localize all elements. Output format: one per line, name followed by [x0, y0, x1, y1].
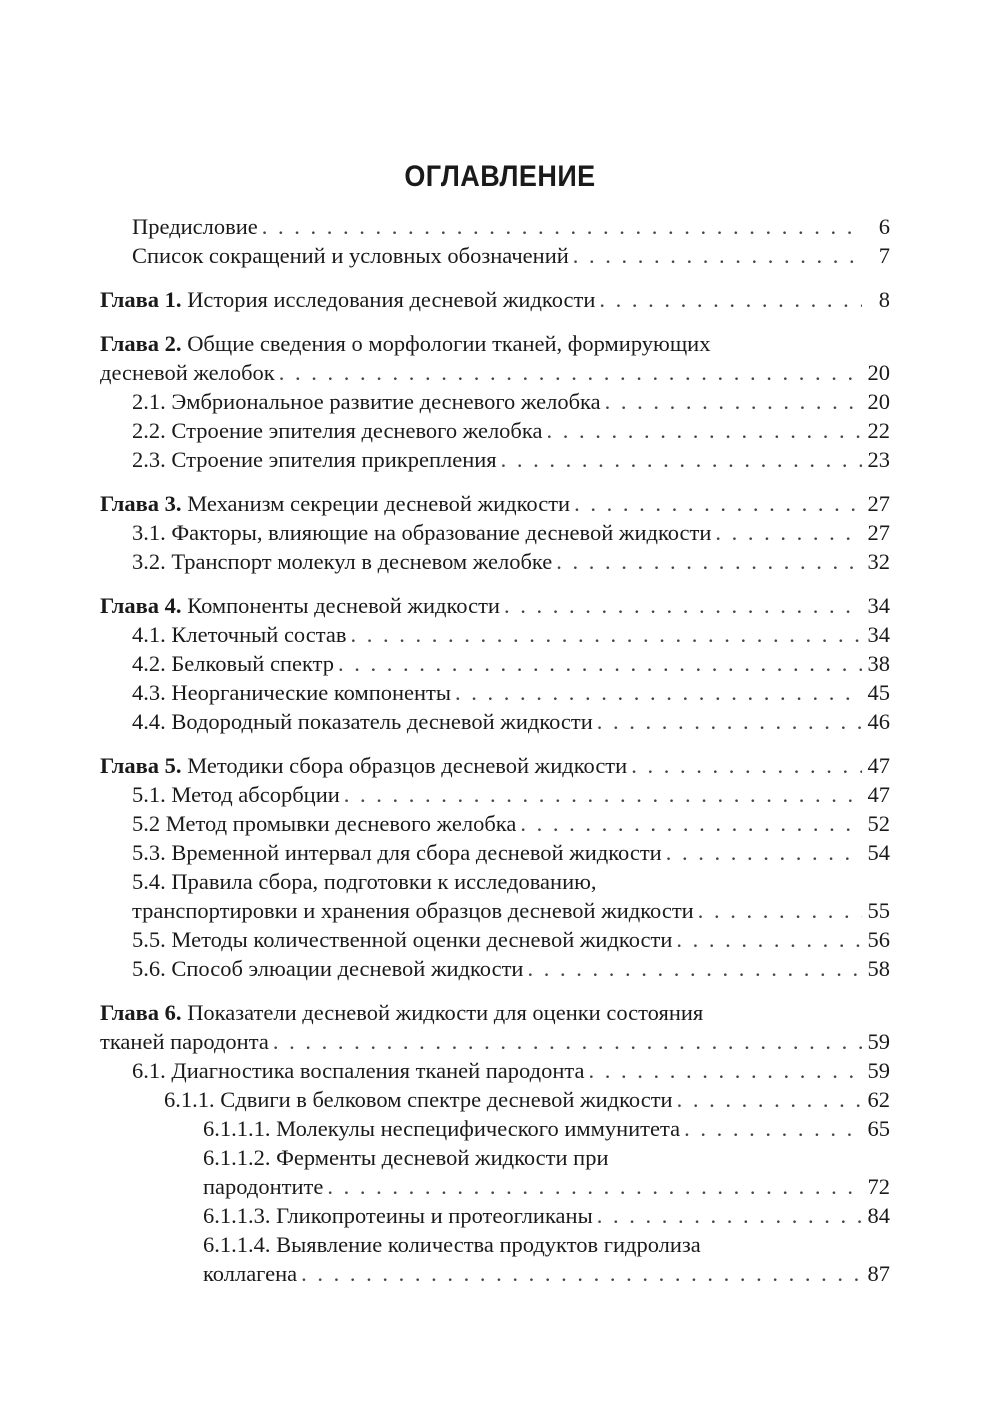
leader-dots — [546, 416, 862, 445]
toc-page-number: 22 — [867, 418, 890, 443]
toc-entry-text: 6.1.1.2. Ферменты десневой жидкости при — [203, 1145, 609, 1170]
toc-section-4-4[interactable] — [100, 707, 890, 736]
leader-dots — [273, 1027, 862, 1056]
toc-page-number: 20 — [867, 389, 890, 414]
toc-section-6-1-1[interactable] — [100, 1085, 890, 1114]
toc-section-5-4-continuation[interactable] — [100, 896, 890, 925]
leader-dots — [631, 751, 862, 780]
toc-entry-text: Механизм секреции десневой жидкости — [187, 491, 571, 516]
toc-page-number: 32 — [867, 549, 890, 574]
toc-page-number: 65 — [867, 1116, 890, 1141]
toc-page-number: 34 — [867, 622, 890, 647]
toc-page-number: 7 — [878, 243, 890, 268]
toc-section-6-1-1-1[interactable] — [100, 1114, 890, 1143]
toc-section-2-1[interactable] — [100, 387, 890, 416]
toc-section-4-1[interactable] — [100, 620, 890, 649]
toc-page-number: 46 — [867, 709, 890, 734]
chapter-label: Глава 1. — [100, 287, 182, 312]
leader-dots — [698, 896, 862, 925]
toc-entry-text: Список сокращений и условных обозначений — [132, 243, 569, 268]
toc-entry-text: История исследования десневой жидкости — [187, 287, 596, 312]
toc-page-number: 59 — [867, 1058, 890, 1083]
chapter-label: Глава 6. — [100, 1000, 182, 1025]
leader-dots — [501, 445, 862, 474]
leader-dots — [573, 241, 862, 270]
toc-entry-text: Общие сведения о морфологии тканей, формирующих — [187, 331, 711, 356]
toc-entry-text: Компоненты десневой жидкости — [187, 593, 500, 618]
table-of-contents — [100, 212, 890, 1288]
toc-entry-text: 2.2. Строение эпителия десневого желобка — [132, 418, 543, 443]
toc-section-5-1[interactable] — [100, 780, 890, 809]
toc-section-5-4[interactable] — [100, 867, 890, 896]
leader-dots — [599, 285, 862, 314]
toc-page-number: 27 — [867, 520, 890, 545]
toc-entry-abbreviations[interactable] — [100, 241, 890, 270]
toc-entry-text: 5.4. Правила сбора, подготовки к исследованию, — [132, 869, 597, 894]
toc-page-number: 45 — [867, 680, 890, 705]
toc-section-4-3[interactable] — [100, 678, 890, 707]
toc-entry-text: 5.1. Метод абсорбции — [132, 782, 340, 807]
toc-entry-text: 5.5. Методы количественной оценки десневой жидкости — [132, 927, 673, 952]
leader-dots — [455, 678, 862, 707]
toc-section-6-1-1-3[interactable] — [100, 1201, 890, 1230]
toc-chapter-3[interactable] — [100, 489, 890, 518]
leader-dots — [666, 838, 862, 867]
toc-entry-text: 6.1.1.1. Молекулы неспецифического иммунитета — [203, 1116, 681, 1141]
toc-entry-text: 4.4. Водородный показатель десневой жидкости — [132, 709, 593, 734]
leader-dots — [597, 707, 862, 736]
toc-section-3-1[interactable] — [100, 518, 890, 547]
leader-dots — [676, 925, 862, 954]
toc-section-2-2[interactable] — [100, 416, 890, 445]
toc-section-6-1[interactable] — [100, 1056, 890, 1085]
chapter-label: Глава 4. — [100, 593, 182, 618]
leader-dots — [327, 1172, 862, 1201]
leader-dots — [574, 489, 862, 518]
toc-entry-text: коллагена — [203, 1261, 298, 1286]
page-title: ОГЛАВЛЕНИЕ — [404, 160, 596, 193]
toc-entry-text: 5.6. Способ элюации десневой жидкости — [132, 956, 524, 981]
toc-page-number: 52 — [867, 811, 890, 836]
leader-dots — [262, 212, 862, 241]
leader-dots — [344, 780, 862, 809]
toc-chapter-4[interactable] — [100, 591, 890, 620]
toc-chapter-6-continuation[interactable] — [100, 1027, 890, 1056]
toc-page-number: 8 — [878, 287, 890, 312]
toc-page-number: 87 — [867, 1261, 890, 1286]
toc-page-number: 20 — [867, 360, 890, 385]
leader-dots — [527, 954, 862, 983]
leader-dots — [520, 809, 862, 838]
toc-section-5-5[interactable] — [100, 925, 890, 954]
toc-entry-text: 6.1. Диагностика воспаления тканей пародонта — [132, 1058, 585, 1083]
toc-page-number: 23 — [867, 447, 890, 472]
toc-section-6-1-1-4-continuation[interactable] — [100, 1259, 890, 1288]
toc-section-5-6[interactable] — [100, 954, 890, 983]
toc-entry-text: 2.1. Эмбриональное развитие десневого желобка — [132, 389, 601, 414]
toc-entry-text: тканей пародонта — [100, 1029, 269, 1054]
toc-page-number: 84 — [867, 1203, 890, 1228]
toc-chapter-6[interactable] — [100, 998, 890, 1027]
toc-chapter-2-continuation[interactable] — [100, 358, 890, 387]
toc-chapter-2[interactable] — [100, 329, 890, 358]
toc-entry-text: 3.1. Факторы, влияющие на образование десневой жидкости — [132, 520, 712, 545]
leader-dots — [715, 518, 862, 547]
leader-dots — [279, 358, 862, 387]
toc-page-number: 47 — [867, 753, 890, 778]
toc-entry-text: 4.2. Белковый спектр — [132, 651, 334, 676]
chapter-label: Глава 2. — [100, 331, 182, 356]
toc-entry-text: 4.3. Неорганические компоненты — [132, 680, 451, 705]
toc-page-number: 62 — [867, 1087, 890, 1112]
toc-section-6-1-1-2[interactable] — [100, 1143, 890, 1172]
leader-dots — [605, 387, 862, 416]
leader-dots — [588, 1056, 862, 1085]
chapter-label: Глава 5. — [100, 753, 182, 778]
leader-dots — [504, 591, 862, 620]
toc-page-number: 72 — [867, 1174, 890, 1199]
leader-dots — [677, 1085, 862, 1114]
toc-page-number: 27 — [867, 491, 890, 516]
toc-page-number: 55 — [867, 898, 890, 923]
toc-entry-text: 6.1.1. Сдвиги в белковом спектре десневой жидкости — [164, 1087, 673, 1112]
toc-entry-preface[interactable] — [100, 212, 890, 241]
leader-dots — [597, 1201, 862, 1230]
toc-section-5-3[interactable] — [100, 838, 890, 867]
toc-section-5-2[interactable] — [100, 809, 890, 838]
toc-page-number: 6 — [878, 214, 890, 239]
toc-entry-text: десневой желобок — [100, 360, 275, 385]
toc-page-number: 47 — [867, 782, 890, 807]
toc-entry-text: 4.1. Клеточный состав — [132, 622, 347, 647]
toc-section-6-1-1-4[interactable] — [100, 1230, 890, 1259]
toc-entry-text: 3.2. Транспорт молекул в десневом желобке — [132, 549, 553, 574]
toc-chapter-1[interactable] — [100, 285, 890, 314]
toc-entry-text: 2.3. Строение эпителия прикрепления — [132, 447, 497, 472]
toc-chapter-5[interactable] — [100, 751, 890, 780]
toc-page-number: 54 — [867, 840, 890, 865]
toc-entry-text: 5.2 Метод промывки десневого желобка — [132, 811, 517, 836]
toc-entry-text: 5.3. Временной интервал для сбора десневой жидкости — [132, 840, 662, 865]
toc-section-3-2[interactable] — [100, 547, 890, 576]
leader-dots — [350, 620, 862, 649]
leader-dots — [556, 547, 862, 576]
toc-page-number: 56 — [867, 927, 890, 952]
toc-section-4-2[interactable] — [100, 649, 890, 678]
toc-section-6-1-1-2-continuation[interactable] — [100, 1172, 890, 1201]
leader-dots — [684, 1114, 862, 1143]
toc-entry-text: Предисловие — [132, 214, 258, 239]
toc-entry-text: Методики сбора образцов десневой жидкости — [187, 753, 628, 778]
toc-entry-text: 6.1.1.3. Гликопротеины и протеогликаны — [203, 1203, 593, 1228]
leader-dots — [301, 1259, 862, 1288]
toc-section-2-3[interactable] — [100, 445, 890, 474]
leader-dots — [338, 649, 862, 678]
chapter-label: Глава 3. — [100, 491, 182, 516]
toc-entry-text: транспортировки и хранения образцов десневой жидкости — [132, 898, 694, 923]
toc-page-number: 34 — [867, 593, 890, 618]
toc-page-number: 58 — [867, 956, 890, 981]
toc-page-number: 38 — [867, 651, 890, 676]
toc-page-number: 59 — [867, 1029, 890, 1054]
toc-entry-text: 6.1.1.4. Выявление количества продуктов гидролиза — [203, 1232, 701, 1257]
toc-entry-text: пародонтите — [203, 1174, 324, 1199]
toc-entry-text: Показатели десневой жидкости для оценки состояния — [187, 1000, 704, 1025]
